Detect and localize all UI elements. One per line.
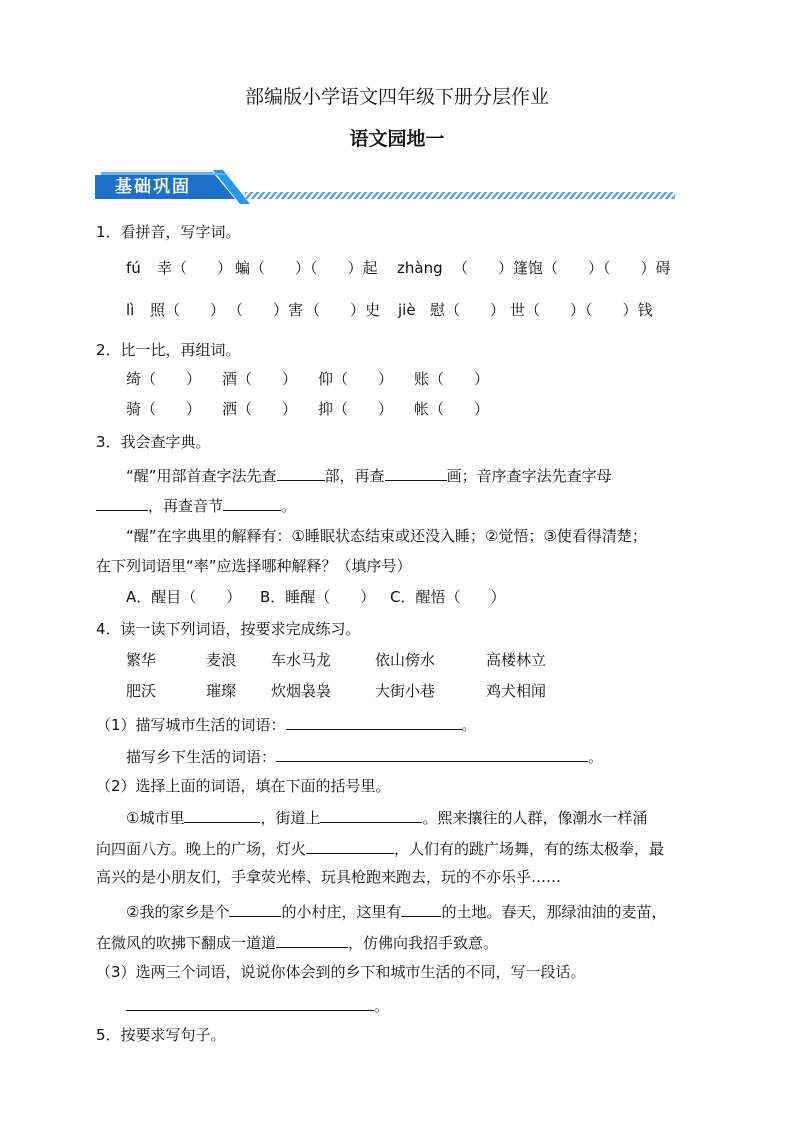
q4-para-line	[126, 806, 647, 828]
q3-heading: 3．我会查字典。	[96, 433, 211, 451]
q2-item: 仰（ ）	[318, 370, 394, 388]
q4-word: 肥沃	[126, 682, 157, 700]
q4-text: ①城市里	[126, 809, 185, 827]
q2-item: 洒（ ）	[222, 400, 298, 418]
q4-text: 描写乡下生活的词语：	[126, 748, 277, 766]
section-banner	[95, 170, 680, 204]
q2-item: 抑（ ）	[318, 400, 394, 418]
q4-word: 车水马龙	[271, 651, 332, 669]
answer-blank[interactable]	[401, 900, 441, 917]
answer-blank[interactable]	[126, 994, 374, 1011]
q3-text: ，再查音节	[148, 497, 224, 515]
banner-label: 基础巩固	[115, 177, 191, 197]
q3-option: C．醒悟（ ）	[390, 588, 506, 606]
page-subtitle: 语文园地一	[349, 128, 445, 150]
q1-item: （ ）篷	[453, 259, 529, 277]
q1-heading: 1．看拼音，写字词。	[96, 223, 241, 241]
q1-item: 世（ ）（ ）钱	[510, 301, 653, 319]
q1-item: 幸（ ）	[157, 259, 233, 277]
q4-sub1b	[126, 745, 603, 767]
q3-line2	[96, 494, 296, 516]
q1-item: 饱（ ）（ ）碍	[528, 259, 671, 277]
q4-text: 向四面八方。晚上的广场，灯火	[96, 840, 307, 858]
q1-item: （ ）史	[305, 301, 381, 319]
q1-pinyin-li: lì	[126, 301, 135, 319]
q1-item: 蝙（ ）（ ）起	[235, 259, 378, 277]
answer-blank[interactable]	[96, 494, 148, 511]
q4-sub3-answer	[126, 994, 389, 1016]
q4-word: 大街小巷	[375, 682, 436, 700]
q1-item: （ ）害	[228, 301, 304, 319]
q4-text: ，仿佛向我招手致意。	[348, 934, 499, 952]
q4-text: 。	[461, 716, 477, 734]
q4-text: （1）描写城市生活的词语：	[96, 716, 286, 734]
q4-text: 。	[588, 748, 604, 766]
q2-heading: 2．比一比，再组词。	[96, 341, 241, 359]
q1-pinyin-jie: jiè	[398, 301, 416, 319]
page-title: 部编版小学语文四年级下册分层作业	[244, 86, 549, 108]
q2-item: 骑（ ）	[126, 400, 202, 418]
answer-blank[interactable]	[306, 837, 394, 854]
q2-item: 酒（ ）	[222, 370, 298, 388]
q4-sub1	[96, 713, 477, 735]
q3-line3: “醒”在字典里的解释有：①睡眠状态结束或还没入睡；②觉悟；③使看得清楚；	[126, 527, 647, 545]
q4-word: 炊烟袅袅	[271, 682, 332, 700]
q3-text: 。	[281, 497, 297, 515]
q4-text: 在微风的吹拂下翻成一道道	[96, 934, 277, 952]
answer-blank[interactable]	[184, 806, 260, 823]
q3-text: 画；音序查字法先查字母	[446, 467, 612, 485]
q2-item: 帐（ ）	[414, 400, 490, 418]
q3-option: A．醒目（ ）	[126, 588, 242, 606]
q4-text: 。熙来攘往的人群，像潮水一样涌	[422, 809, 648, 827]
q2-item: 绮（ ）	[126, 370, 202, 388]
q4-text: ，街道上	[260, 809, 321, 827]
q4-heading: 4．读一读下列词语，按要求完成练习。	[96, 620, 361, 638]
q4-text: 的小村庄，这里有	[281, 903, 402, 921]
q4-para-line	[96, 837, 664, 859]
answer-blank[interactable]	[385, 464, 447, 481]
answer-blank[interactable]	[286, 713, 462, 730]
q5-heading: 5．按要求写句子。	[96, 1026, 226, 1044]
q4-word: 繁华	[126, 651, 157, 669]
q2-item: 账（ ）	[414, 370, 490, 388]
answer-blank[interactable]	[276, 745, 588, 762]
q4-text: ②我的家乡是个	[126, 903, 230, 921]
q4-para-line	[96, 931, 498, 953]
q4-para-line: 高兴的是小朋友们，手拿荧光棒、玩具枪跑来跑去，玩的不亦乐乎……	[96, 868, 562, 886]
q4-word: 麦浪	[206, 651, 237, 669]
q1-pinyin-zhang: zhàng	[397, 259, 443, 277]
q4-sub3: （3）选两三个词语，说说你体会到的乡下和城市生活的不同，写一段话。	[96, 963, 586, 981]
q1-item: 慰（ ）	[430, 301, 506, 319]
answer-blank[interactable]	[229, 900, 281, 917]
q3-line1	[126, 464, 612, 486]
answer-blank[interactable]	[277, 464, 325, 481]
q4-para-line	[126, 900, 666, 922]
q3-text: “醒”用部首查字法先查	[126, 467, 277, 485]
answer-blank[interactable]	[223, 494, 281, 511]
q3-text: 部，再查	[324, 467, 385, 485]
q4-text: 的土地。春天，那绿油油的麦苗，	[441, 903, 667, 921]
q4-word: 璀璨	[206, 682, 237, 700]
q1-item: 照（ ）	[150, 301, 226, 319]
q3-line4: 在下列词语里“率”应选择哪种解释？（填序号）	[96, 557, 412, 575]
q4-text: ，人们有的跳广场舞，有的练太极拳，最	[394, 840, 665, 858]
q4-sub2: （2）选择上面的词语，填在下面的括号里。	[96, 777, 391, 795]
q4-word: 高楼林立	[486, 651, 547, 669]
q1-pinyin-fu: fú	[126, 259, 141, 277]
q3-option: B．睡醒（ ）	[260, 588, 376, 606]
q4-word: 依山傍水	[375, 651, 436, 669]
q4-text: 。	[374, 997, 390, 1015]
answer-blank[interactable]	[320, 806, 422, 823]
q4-word: 鸡犬相闻	[486, 682, 547, 700]
answer-blank[interactable]	[276, 931, 348, 948]
